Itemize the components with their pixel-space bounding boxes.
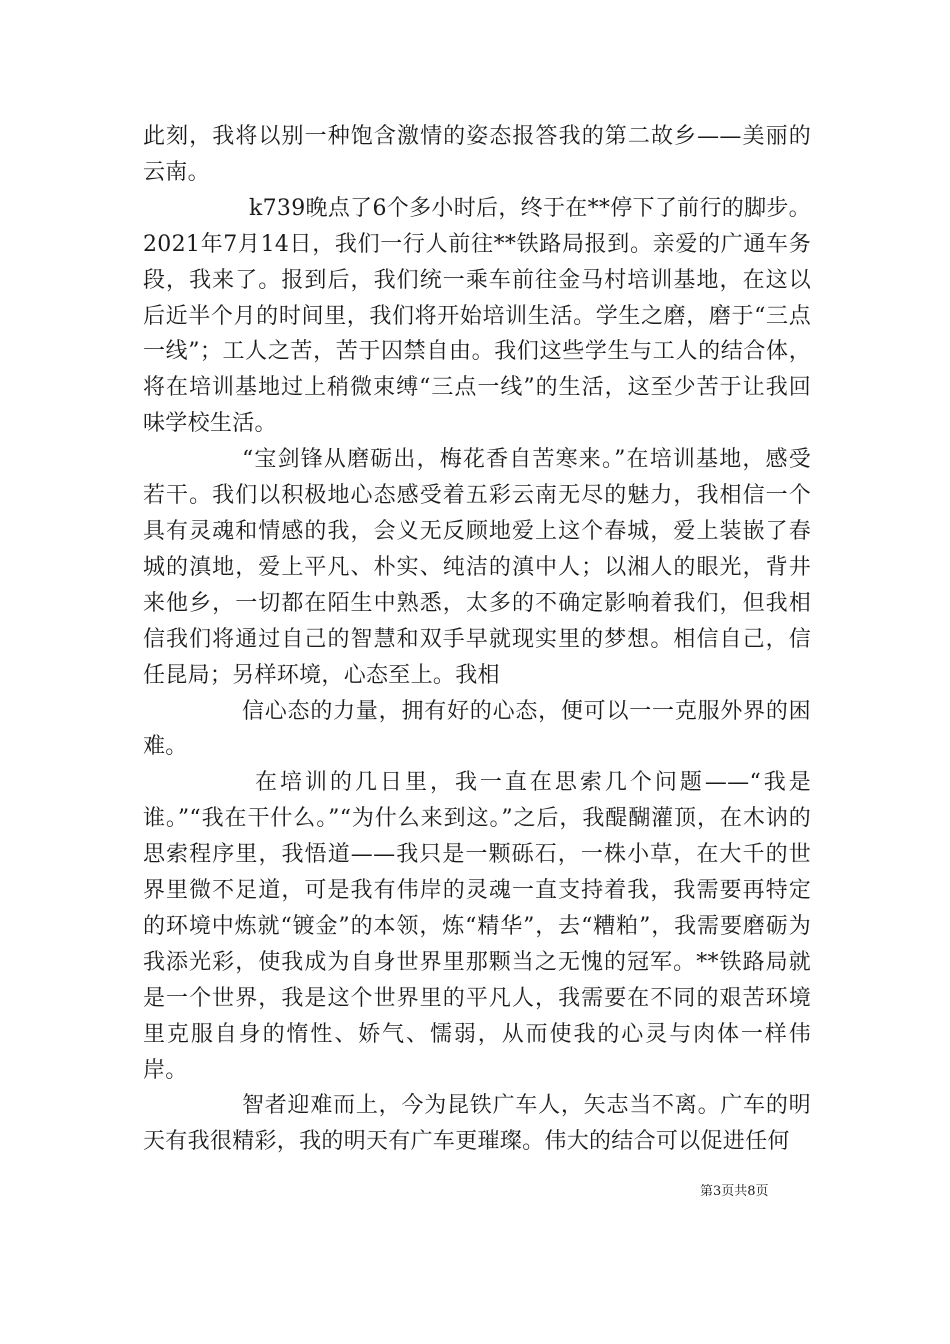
page-number-footer: 第3页共8页	[700, 1184, 769, 1199]
paragraph-6: 智者迎难而上，今为昆铁广车人，矢志当不离。广车的明天有我很精彩，我的明天有广车更璀璨。伟大的结合可以促进任何	[143, 1093, 811, 1155]
paragraph-3: “宝剑锋从磨砺出，梅花香自苦寒来。”在培训基地，感受若干。我们以积极地心态感受着五彩云南无尽的魅力，我相信一个具有灵魂和情感的我，会义无反顾地爱上这个春城，爱上装嵌了春城的滇地，爱上平凡、朴实、纯洁的滇中人；以湘人的眼光，背井来他乡，一切都在陌生中熟悉，太多的不确定影响着我们，但我相信我们将通过自己的智慧和双手早就现实里的梦想。相信自己，信任昆局；另样环境，心态至上。我相	[143, 447, 811, 688]
paragraph-4: 信心态的力量，拥有好的心态，便可以一一克服外界的困难。	[143, 698, 811, 760]
paragraph-5: 在培训的几日里，我一直在思索几个问题——“我是谁。”“我在干什么。”“为什么来到这。”之后，我醍醐灌顶，在木讷的思索程序里，我悟道——我只是一颗砾石，一株小草，在大千的世界里微不足道，可是我有伟岸的灵魂一直支持着我，我需要再特定的环境中炼就“镀金”的本领，炼“精华”，去“糟粕”，我需要磨砺为我添光彩，使我成为自身世界里那颗当之无愧的冠军。**铁路局就是一个世界，我是这个世界里的平凡人，我需要在不同的艰苦环境里克服自身的惰性、娇气、懦弱，从而使我的心灵与肉体一样伟岸。	[143, 770, 811, 1083]
document-body	[143, 119, 811, 1160]
paragraph-2: k739晚点了6个多小时后，终于在**停下了前行的脚步。2021年7月14日，我们一行人前往**铁路局报到。亲爱的广通车务段，我来了。报到后，我们统一乘车前往金马村培训基地，在这以后近半个月的时间里，我们将开始培训生活。学生之磨，磨于“三点一线”；工人之苦，苦于囚禁自由。我们这些学生与工人的结合体，将在培训基地过上稍微束缚“三点一线”的生活，这至少苦于让我回味学校生活。	[143, 195, 811, 437]
paragraph-1: 此刻，我将以别一种饱含激情的姿态报答我的第二故乡——美丽的云南。	[143, 124, 811, 185]
